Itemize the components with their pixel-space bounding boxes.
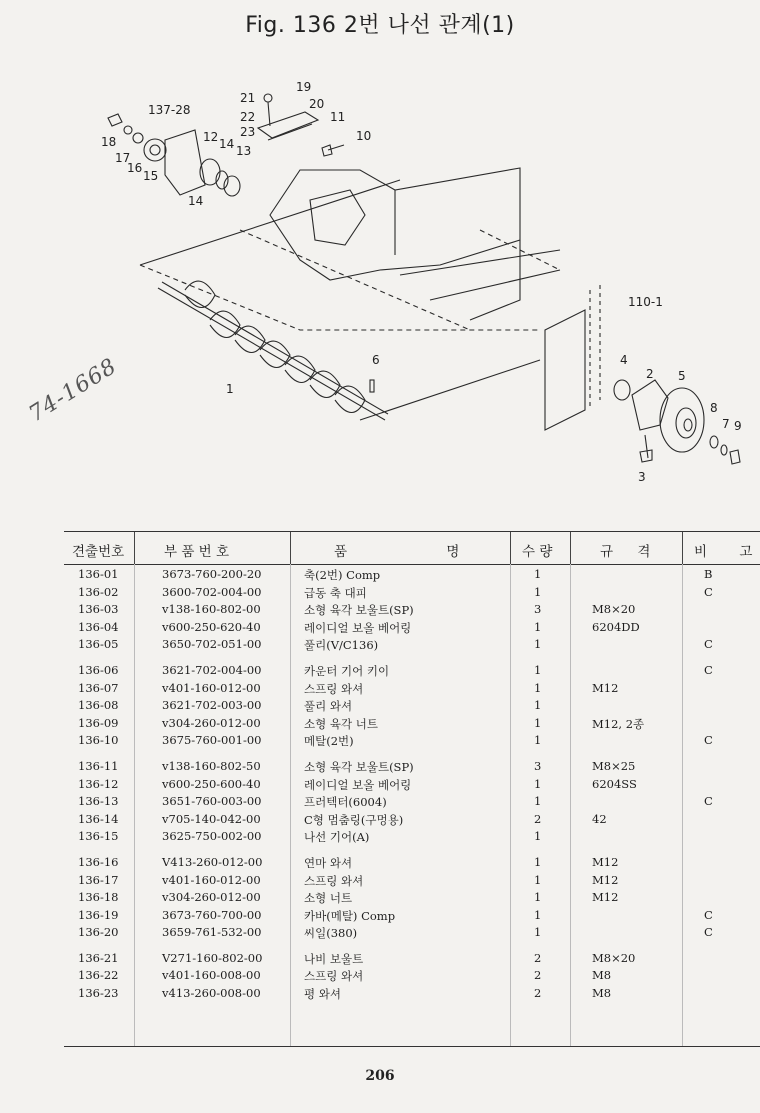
cell-ref-no: 136-20 (78, 925, 119, 940)
cell-item-name: 스프링 와셔 (304, 873, 364, 888)
svg-text:110-1: 110-1 (628, 295, 663, 309)
cell-remarks: C (704, 662, 713, 677)
table-row (64, 889, 760, 907)
table-row (64, 924, 760, 942)
cell-quantity: 1 (534, 829, 542, 844)
housing-inner-opening (310, 190, 365, 245)
cell-spec: M8×25 (592, 758, 636, 773)
cell-ref-no: 136-02 (78, 584, 119, 599)
cell-part-no: 3673-760-700-00 (162, 907, 262, 922)
cell-item-name: 풀리(V/C136) (304, 638, 379, 653)
cell-part-no: 3651-760-003-00 (162, 794, 262, 809)
table-row (64, 758, 760, 776)
cell-item-name: 메탈(2번) (304, 734, 354, 749)
cell-part-no: v600-250-600-40 (162, 776, 261, 791)
cell-part-no: v600-250-620-40 (162, 619, 261, 634)
cell-spec: M12 (592, 872, 619, 887)
cell-item-name: 연마 와셔 (304, 855, 353, 870)
cell-item-name: 풀리 와셔 (304, 699, 353, 714)
svg-text:1: 1 (226, 382, 234, 396)
cell-quantity: 2 (534, 811, 542, 826)
cell-part-no: v304-260-012-00 (162, 715, 261, 730)
table-row (64, 967, 760, 985)
cell-part-no: 3659-761-532-00 (162, 925, 262, 940)
header-item-name: 품 명 (334, 544, 460, 560)
table-row (64, 584, 760, 602)
washer-8 (710, 436, 718, 448)
cell-quantity: 2 (534, 968, 542, 983)
cell-item-name: 레이디얼 보올 베어링 (304, 620, 412, 635)
cell-item-name: 소형 육각 너트 (304, 716, 378, 731)
svg-text:2: 2 (646, 367, 654, 381)
table-row (64, 662, 760, 680)
washer-16 (133, 133, 143, 143)
svg-text:12: 12 (203, 130, 219, 144)
table-row (64, 732, 760, 750)
cell-ref-no: 136-13 (78, 794, 119, 809)
cell-item-name: 평 와셔 (304, 987, 341, 1002)
nut-9 (730, 450, 740, 464)
svg-text:14: 14 (188, 194, 204, 208)
svg-text:5: 5 (678, 369, 686, 383)
cell-part-no: v401-160-012-00 (162, 872, 261, 887)
cell-quantity: 3 (534, 758, 542, 773)
svg-text:11: 11 (330, 110, 346, 124)
cell-ref-no: 136-22 (78, 968, 119, 983)
cell-quantity: 2 (534, 950, 542, 965)
wing-bolt (264, 94, 272, 102)
table-row (64, 828, 760, 846)
page-title: Fig. 136 2번 나선 관계(1) (245, 13, 515, 38)
svg-text:16: 16 (127, 161, 143, 175)
side-frame (545, 310, 585, 430)
table-row (64, 872, 760, 890)
bearing-4 (614, 380, 630, 400)
cell-part-no: v304-260-012-00 (162, 890, 261, 905)
pulley-5 (660, 388, 704, 452)
housing-box-edge (395, 190, 520, 320)
cell-ref-no: 136-17 (78, 872, 119, 887)
svg-text:22: 22 (240, 110, 256, 124)
cell-item-name: 레이디얼 보올 베어링 (304, 777, 412, 792)
svg-text:8: 8 (710, 401, 718, 415)
cell-spec: M8×20 (592, 950, 636, 965)
cell-quantity: 1 (534, 794, 542, 809)
cell-remarks: C (704, 794, 713, 809)
washer-17 (124, 126, 132, 134)
cell-part-no: v138-160-802-50 (162, 758, 261, 773)
cell-item-name: 나선 기어(A) (304, 830, 370, 845)
cell-ref-no: 136-01 (78, 567, 119, 581)
cell-item-name: 소형 육각 보울트(SP) (304, 603, 414, 618)
cell-part-no: 3621-702-003-00 (162, 698, 262, 713)
cell-quantity: 1 (534, 619, 542, 634)
cell-spec: 42 (592, 811, 607, 826)
cell-quantity: 1 (534, 733, 542, 748)
svg-text:18: 18 (101, 135, 117, 149)
cell-part-no: v401-160-012-00 (162, 680, 261, 695)
table-row (64, 566, 760, 584)
cell-quantity: 1 (534, 662, 542, 677)
cell-part-no: 3673-760-200-20 (162, 567, 262, 581)
header-remarks: 비 고 (694, 544, 753, 560)
cell-quantity: 1 (534, 872, 542, 887)
table-row (64, 601, 760, 619)
cell-item-name: 프러텍터(6004) (304, 795, 387, 810)
svg-text:3: 3 (638, 470, 646, 484)
table-row (64, 715, 760, 733)
svg-text:10: 10 (356, 129, 372, 143)
gear-bracket (165, 130, 205, 195)
cell-spec: 6204SS (592, 776, 637, 791)
cell-ref-no: 136-23 (78, 986, 119, 1001)
table-header (64, 532, 760, 565)
cell-item-name: 카운터 기어 키이 (304, 663, 390, 678)
cell-item-name: 씨일(380) (304, 926, 358, 941)
washer-7 (721, 445, 727, 455)
cell-ref-no: 136-16 (78, 854, 119, 869)
key-6 (370, 380, 374, 392)
cell-ref-no: 136-06 (78, 662, 119, 677)
table-row (64, 950, 760, 968)
page-number: 206 (365, 1068, 395, 1084)
bolt-3 (640, 435, 652, 462)
cell-ref-no: 136-09 (78, 715, 119, 730)
cell-remarks: C (704, 584, 713, 599)
cell-ref-no: 136-19 (78, 907, 119, 922)
cell-ref-no: 136-14 (78, 811, 119, 826)
trough-outline (140, 180, 560, 420)
table-row (64, 907, 760, 925)
cell-remarks: C (704, 907, 713, 922)
table-row (64, 793, 760, 811)
cell-item-name: 축(2번) Comp (304, 568, 381, 582)
cell-quantity: 1 (534, 584, 542, 599)
table-row (64, 619, 760, 637)
cell-spec: M8 (592, 968, 612, 983)
cell-quantity: 1 (534, 637, 542, 652)
cell-ref-no: 136-05 (78, 637, 119, 652)
cell-ref-no: 136-04 (78, 619, 119, 634)
table-row (64, 854, 760, 872)
svg-text:6: 6 (372, 353, 380, 367)
svg-text:7: 7 (722, 417, 730, 431)
cell-item-name: 급동 축 대피 (304, 585, 367, 600)
cell-spec: M8×20 (592, 602, 636, 617)
cell-spec: M12 (592, 854, 619, 869)
cell-quantity: 1 (534, 854, 542, 869)
cell-remarks: C (704, 925, 713, 940)
cell-ref-no: 136-18 (78, 890, 119, 905)
table-row (64, 985, 760, 1003)
svg-text:15: 15 (143, 169, 159, 183)
cover-seal (268, 124, 312, 140)
svg-text:21: 21 (240, 91, 256, 105)
header-spec: 규 격 (600, 544, 651, 560)
cell-part-no: 3625-750-002-00 (162, 829, 262, 844)
cell-quantity: 1 (534, 715, 542, 730)
cell-spec: M12 (592, 890, 619, 905)
svg-text:19: 19 (296, 80, 312, 94)
cell-quantity: 1 (534, 680, 542, 695)
cell-part-no: v705-140-042-00 (162, 811, 261, 826)
cell-item-name: 소형 육각 보울트(SP) (304, 759, 414, 774)
svg-text:9: 9 (734, 419, 742, 433)
svg-text:20: 20 (309, 97, 325, 111)
header-part-no: 부 품 번 호 (164, 544, 230, 560)
cell-quantity: 2 (534, 986, 542, 1001)
cell-item-name: C형 멈춤링(구멍용) (304, 812, 404, 827)
table-row (64, 776, 760, 794)
dashed-guide-line (140, 230, 560, 330)
cell-item-name: 스프링 와셔 (304, 681, 364, 696)
svg-text:23: 23 (240, 125, 256, 139)
cell-part-no: 3621-702-004-00 (162, 662, 262, 677)
cell-quantity: 1 (534, 890, 542, 905)
handwritten-note: 74-1668 (24, 353, 122, 428)
table-row (64, 697, 760, 715)
svg-text:137-28: 137-28 (148, 103, 191, 117)
nut-18 (108, 114, 122, 126)
parts-table (64, 531, 760, 1047)
svg-text:13: 13 (236, 144, 252, 158)
cell-part-no: 3650-702-051-00 (162, 637, 262, 652)
cell-ref-no: 136-21 (78, 950, 119, 965)
cell-part-no: 3600-702-004-00 (162, 584, 262, 599)
cell-part-no: v413-260-008-00 (162, 986, 261, 1001)
cell-item-name: 카바(메탈) Comp (304, 908, 396, 923)
cell-spec: M12, 2종 (592, 716, 645, 731)
svg-text:17: 17 (115, 151, 131, 165)
table-body (64, 566, 760, 1003)
cell-remarks: C (704, 733, 713, 748)
cell-item-name: 스프링 와셔 (304, 969, 364, 984)
table-row (64, 811, 760, 829)
cell-quantity: 1 (534, 776, 542, 791)
svg-text:14: 14 (219, 137, 235, 151)
cell-item-name: 소형 너트 (304, 891, 353, 906)
cell-quantity: 1 (534, 698, 542, 713)
cell-ref-no: 136-10 (78, 733, 119, 748)
header-ref-no: 견출번호 (72, 544, 125, 560)
cell-spec: M12 (592, 680, 619, 695)
cell-item-name: 나비 보울트 (304, 951, 364, 966)
cell-ref-no: 136-08 (78, 698, 119, 713)
cell-remarks: C (704, 637, 713, 652)
auger-shaft (158, 288, 385, 420)
cell-part-no: V413-260-012-00 (162, 854, 263, 869)
cell-quantity: 3 (534, 602, 542, 617)
cell-part-no: v401-160-008-00 (162, 968, 261, 983)
table-row (64, 680, 760, 698)
cell-ref-no: 136-03 (78, 602, 119, 617)
cell-ref-no: 136-15 (78, 829, 119, 844)
cell-spec: M8 (592, 986, 612, 1001)
spiral-gear (144, 139, 166, 161)
cell-part-no: v138-160-802-00 (162, 602, 261, 617)
cell-spec: 6204DD (592, 619, 640, 634)
cell-remarks: B (704, 567, 713, 581)
cell-part-no: 3675-760-001-00 (162, 733, 262, 748)
cell-quantity: 1 (534, 567, 542, 581)
cell-ref-no: 136-12 (78, 776, 119, 791)
cell-quantity: 1 (534, 907, 542, 922)
cell-part-no: V271-160-802-00 (162, 950, 263, 965)
cell-ref-no: 136-07 (78, 680, 119, 695)
table-row (64, 636, 760, 654)
bolt-11 (322, 145, 344, 156)
exploded-parts-diagram (0, 60, 760, 520)
svg-text:4: 4 (620, 353, 628, 367)
header-quantity: 수 량 (522, 544, 553, 560)
cell-quantity: 1 (534, 925, 542, 940)
cell-ref-no: 136-11 (78, 758, 119, 773)
